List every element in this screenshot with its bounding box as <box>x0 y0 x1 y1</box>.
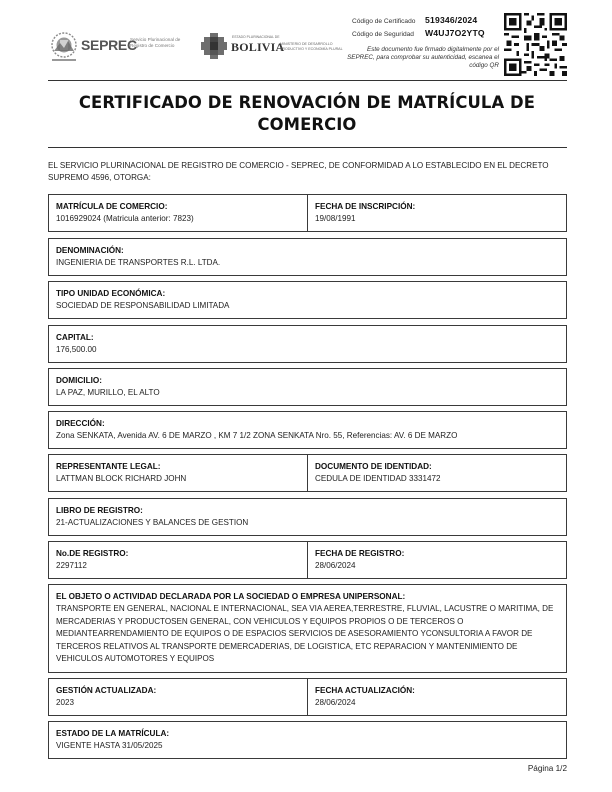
field-row-representante <box>48 454 567 492</box>
security-code-row <box>352 28 502 41</box>
certificate-codes <box>352 15 502 41</box>
bolivia-logo-subtitle: MINISTERIO DE DESARROLLO PRODUCTIVO Y ECONOMÍA PLURAL <box>280 42 343 51</box>
field-value: LA PAZ, MURILLO, EL ALTO <box>56 388 160 397</box>
field-row-gestion <box>48 678 567 716</box>
seprec-emblem-icon <box>50 31 78 59</box>
field-label: DOCUMENTO DE IDENTIDAD: <box>315 462 432 471</box>
field-value: 1016929024 (Matricula anterior: 7823) <box>56 214 194 223</box>
seprec-logo-underline <box>52 59 76 61</box>
field-domicilio <box>49 369 566 405</box>
field-libro <box>49 499 566 535</box>
intro-paragraph: EL SERVICIO PLURINACIONAL DE REGISTRO DE COMERCIO - SEPREC, DE CONFORMIDAD A LO ESTABLECIDO EN EL DECRETO SUPREMO 4596, OTORGA: <box>48 161 549 182</box>
field-value: 176,500.00 <box>56 345 97 354</box>
field-row-tipo-unidad <box>48 281 567 319</box>
field-direccion <box>49 412 566 448</box>
seprec-logo-text: SEPREC <box>81 37 137 53</box>
field-value: 2023 <box>56 698 75 707</box>
field-label: GESTIÓN ACTUALIZADA: <box>56 686 157 695</box>
page-number: Página 1/2 <box>527 764 567 773</box>
field-value: INGENIERIA DE TRANSPORTES R.L. LTDA. <box>56 258 221 267</box>
field-objeto <box>49 585 566 672</box>
field-no-registro <box>49 542 308 578</box>
field-representante <box>49 455 308 491</box>
field-documento <box>308 455 566 491</box>
field-label: EL OBJETO O ACTIVIDAD DECLARADA POR LA SOCIEDAD O EMPRESA UNIPERSONAL: <box>56 592 406 601</box>
security-code-label: Código de Seguridad <box>352 31 414 38</box>
field-matricula <box>49 195 308 231</box>
field-value: LATTMAN BLOCK RICHARD JOHN <box>56 474 187 483</box>
field-value: CEDULA DE IDENTIDAD 3331472 <box>315 474 441 483</box>
certificate-code-value: 519346/2024 <box>425 15 478 25</box>
field-capital <box>49 326 566 362</box>
field-value: 28/06/2024 <box>315 698 356 707</box>
field-label: CAPITAL: <box>56 333 94 342</box>
field-label: DIRECCIÓN: <box>56 419 105 428</box>
field-label: REPRESENTANTE LEGAL: <box>56 462 161 471</box>
field-row-direccion <box>48 411 567 449</box>
page-title: CERTIFICADO DE RENOVACIÓN DE MATRÍCULA DE COMERCIO <box>78 93 536 134</box>
field-row-matricula <box>48 194 567 232</box>
field-row-estado <box>48 721 567 759</box>
bolivia-logo-pretitle: ESTADO PLURINACIONAL DE <box>232 35 280 39</box>
document-header <box>0 0 612 82</box>
field-denominacion <box>49 239 566 275</box>
qr-code-icon[interactable] <box>504 13 567 76</box>
field-label: ESTADO DE LA MATRÍCULA: <box>56 729 170 738</box>
field-gestion <box>49 679 308 715</box>
field-label: FECHA DE INSCRIPCIÓN: <box>315 202 416 211</box>
bolivia-emblem-icon <box>200 32 228 60</box>
header-divider <box>48 80 567 81</box>
field-label: FECHA DE REGISTRO: <box>315 549 405 558</box>
seprec-logo <box>50 31 190 63</box>
field-label: MATRÍCULA DE COMERCIO: <box>56 202 168 211</box>
field-label: FECHA ACTUALIZACIÓN: <box>315 686 415 695</box>
seprec-logo-subtitle: Servicio Plurinacional de Registro de Comercio <box>130 37 181 48</box>
field-tipo-unidad <box>49 282 566 318</box>
field-row-capital <box>48 325 567 363</box>
field-value: 19/08/1991 <box>315 214 356 223</box>
certificate-code-row <box>352 15 502 28</box>
field-row-objeto <box>48 584 567 673</box>
field-value: VIGENTE HASTA 31/05/2025 <box>56 741 163 750</box>
field-fecha-actualizacion <box>308 679 566 715</box>
title-divider <box>48 147 567 148</box>
field-value: 21-ACTUALIZACIONES Y BALANCES DE GESTION <box>56 518 249 527</box>
field-value: SOCIEDAD DE RESPONSABILIDAD LIMITADA <box>56 301 230 310</box>
bolivia-logo-text: BOLIVIA <box>231 40 285 54</box>
field-row-domicilio <box>48 368 567 406</box>
field-value: TRANSPORTE EN GENERAL, NACIONAL E INTERNACIONAL, SEA VIA AEREA,TERRESTRE, FLUVIAL, LACUSTRE O MARITIMA, DE MERCADERIAS Y PRODUCTOSEN GENERAL, CON VEHICULOS Y EQUIPOS PROPIOS O DE TERCEROS O MEDIANTEARRENDAMIENTO DE EQUIPOS O DE ESPACIOS SERVICIOS DE ASESORAMIENTO YCONSULTORIA A FAVOR DE TERCEROS RELATIVOS AL TRANSPORTE DEMERCADERIAS, DE LOGISTICA, ETC REPARACION Y MANTENIMIENTO DE VEHICULOS AUTOMOTORES Y EQUIPOS <box>56 604 554 664</box>
field-value: 28/06/2024 <box>315 561 356 570</box>
qr-verification-note: Este documento fue firmado digitalmente por el SEPREC, para comprobar su autenticidad, escanea el código QR <box>347 46 499 70</box>
bolivia-ministry-logo <box>200 32 350 60</box>
field-label: DOMICILIO: <box>56 376 102 385</box>
field-row-libro <box>48 498 567 536</box>
field-row-denominacion <box>48 238 567 276</box>
field-estado <box>49 722 566 758</box>
field-row-registro <box>48 541 567 579</box>
field-fecha-registro <box>308 542 566 578</box>
field-label: No.DE REGISTRO: <box>56 549 129 558</box>
field-label: TIPO UNIDAD ECONÓMICA: <box>56 289 166 298</box>
security-code-value: W4UJ7O2YTQ <box>425 28 485 38</box>
field-label: LIBRO DE REGISTRO: <box>56 506 143 515</box>
field-label: DENOMINACIÓN: <box>56 246 124 255</box>
field-fecha-inscripcion <box>308 195 566 231</box>
field-value: 2297112 <box>56 561 87 570</box>
certificate-code-label: Código de Certificado <box>352 18 416 25</box>
field-value: Zona SENKATA, Avenida AV. 6 DE MARZO , KM 7 1/2 ZONA SENKATA Nro. 55, Referencias: AV. 6 DE MARZO <box>56 431 458 440</box>
